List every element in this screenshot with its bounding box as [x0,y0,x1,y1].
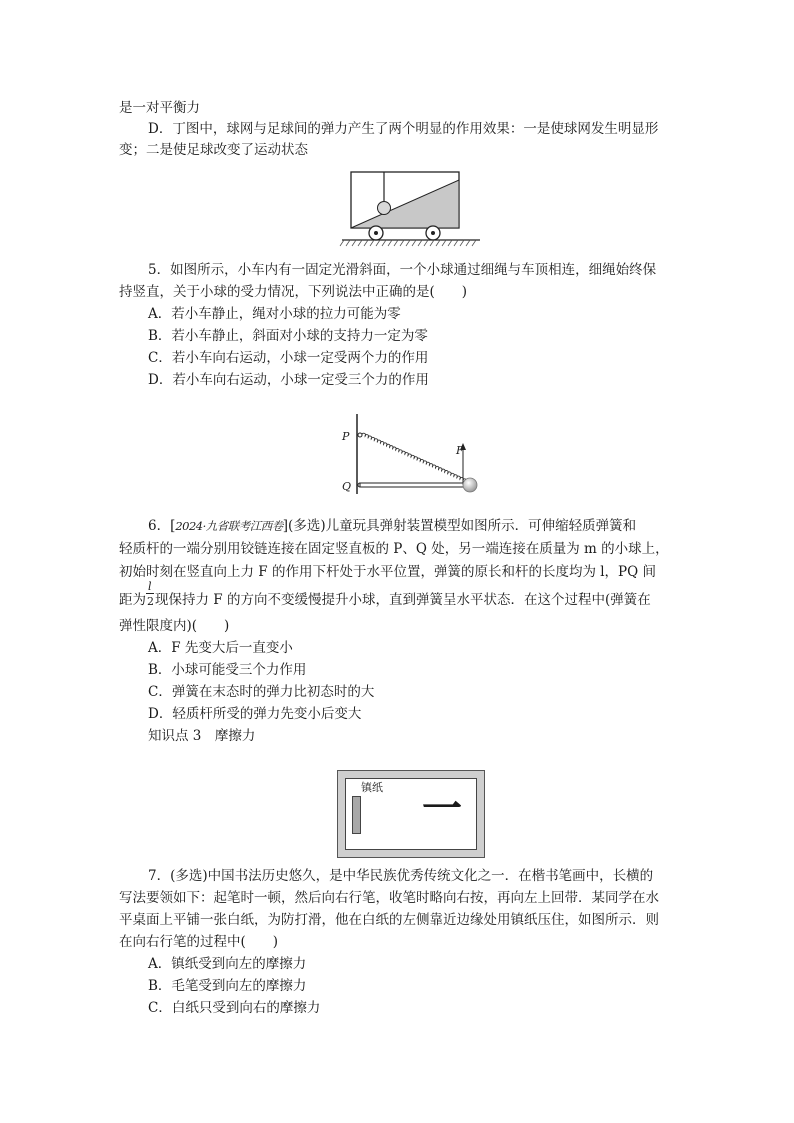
fig-label-q: Q [342,480,352,493]
q6-option-d[interactable]: D．轻质杆所受的弹力先变小后变大 [148,706,362,722]
q5-option-c[interactable]: C．若小车向右运动，小球一定受两个力的作用 [148,350,429,366]
knowledge-point-3: 知识点 3 摩擦力 [148,728,256,744]
q6-stem-line4 [119,590,651,610]
fig-label-f: F [456,444,464,457]
q5-stem-line1: 5．如图所示，小车内有一固定光滑斜面，一个小球通过细绳与车顶相连，细绳始终保 [148,262,657,278]
q7-option-a[interactable]: A．镇纸受到向左的摩擦力 [148,956,307,972]
cart-incline-figure [338,168,484,250]
q6-source: 2024·九省联考江西卷 [175,519,283,533]
q5-stem-line2: 持竖直，关于小球的受力情况，下列说法中正确的是( ) [119,284,468,300]
white-paper [345,778,477,850]
rod [360,483,467,487]
q6-stem-line3: 初始时刻在竖直向上力 F 的作用下杆处于水平位置，弹簧的原长和杆的长度均为 l，PQ 间 [119,564,656,580]
q6-line4-post: 现保持力 F 的方向不变缓慢提升小球，直到弹簧呈水平状态．在这个过程中(弹簧在 [155,592,651,608]
prev-line: 是一对平衡力 [119,100,200,116]
q6-stem-line2: 轻质杆的一端分别用铰链连接在固定竖直板的 P、Q 处，另一端连接在质量为 m 的小球上， [119,541,669,557]
q6-stem-line1-rest: ](多选)儿童玩具弹射装置模型如图所示．可伸缩轻质弹簧和 [282,518,637,534]
q5-option-d[interactable]: D．若小车向右运动，小球一定受三个力的作用 [148,372,429,388]
q6-option-c[interactable]: C．弹簧在末态时的弹力比初态时的大 [148,684,375,700]
calligraphy-figure [337,770,485,858]
prev-option-d-line2: 变；二是使足球改变了运动状态 [119,142,308,158]
q6-number: 6．[ [148,518,176,534]
q7-option-b[interactable]: B．毛笔受到向左的摩擦力 [148,978,307,994]
q7-stem-line1: 7．(多选)中国书法历史悠久，是中华民族优秀传统文化之一．在楷书笔画中，长横的 [148,868,654,884]
paperweight-label: 镇纸 [361,781,383,794]
ball [463,478,477,492]
q7-option-c[interactable]: C．白纸只受到向右的摩擦力 [148,1000,321,1016]
q5-option-b[interactable]: B．若小车静止，斜面对小球的支持力一定为零 [148,328,428,344]
q6-frac-bar [146,593,154,594]
q7-stem-line4: 在向右行笔的过程中( ) [119,934,279,950]
fig-label-p: P [342,430,350,443]
q6-option-a[interactable]: A．F 先变大后一直变小 [148,640,293,656]
prev-option-d-line1: D．丁图中，球网与足球间的弹力产生了两个明显的作用效果：一是使球网发生明显形 [148,121,659,137]
q6-stem-line5: 弹性限度内)( ) [119,618,230,634]
q6-option-b[interactable]: B．小球可能受三个力作用 [148,662,307,678]
q7-stem-line3: 平桌面上平铺一张白纸，为防打滑，他在白纸的左侧靠近边缘处用镇纸压住，如图所示．则 [119,912,659,928]
q5-option-a[interactable]: A．若小车静止，绳对小球的拉力可能为零 [148,306,401,322]
spring [362,433,467,482]
q6-stem-line1 [148,516,636,536]
q6-line4-pre: 距为 [119,592,146,608]
q6-frac-denominator: 2 [147,595,154,608]
q6-frac-numerator: l [148,580,152,593]
q7-stem-line2: 写法要领如下：起笔时一顿，然后向右行笔，收笔时略向右按，再向左上回带．某同学在水 [119,890,659,906]
brush-stroke: 一 [422,785,462,832]
spring-launcher-figure [336,410,486,500]
paperweight [352,796,361,834]
